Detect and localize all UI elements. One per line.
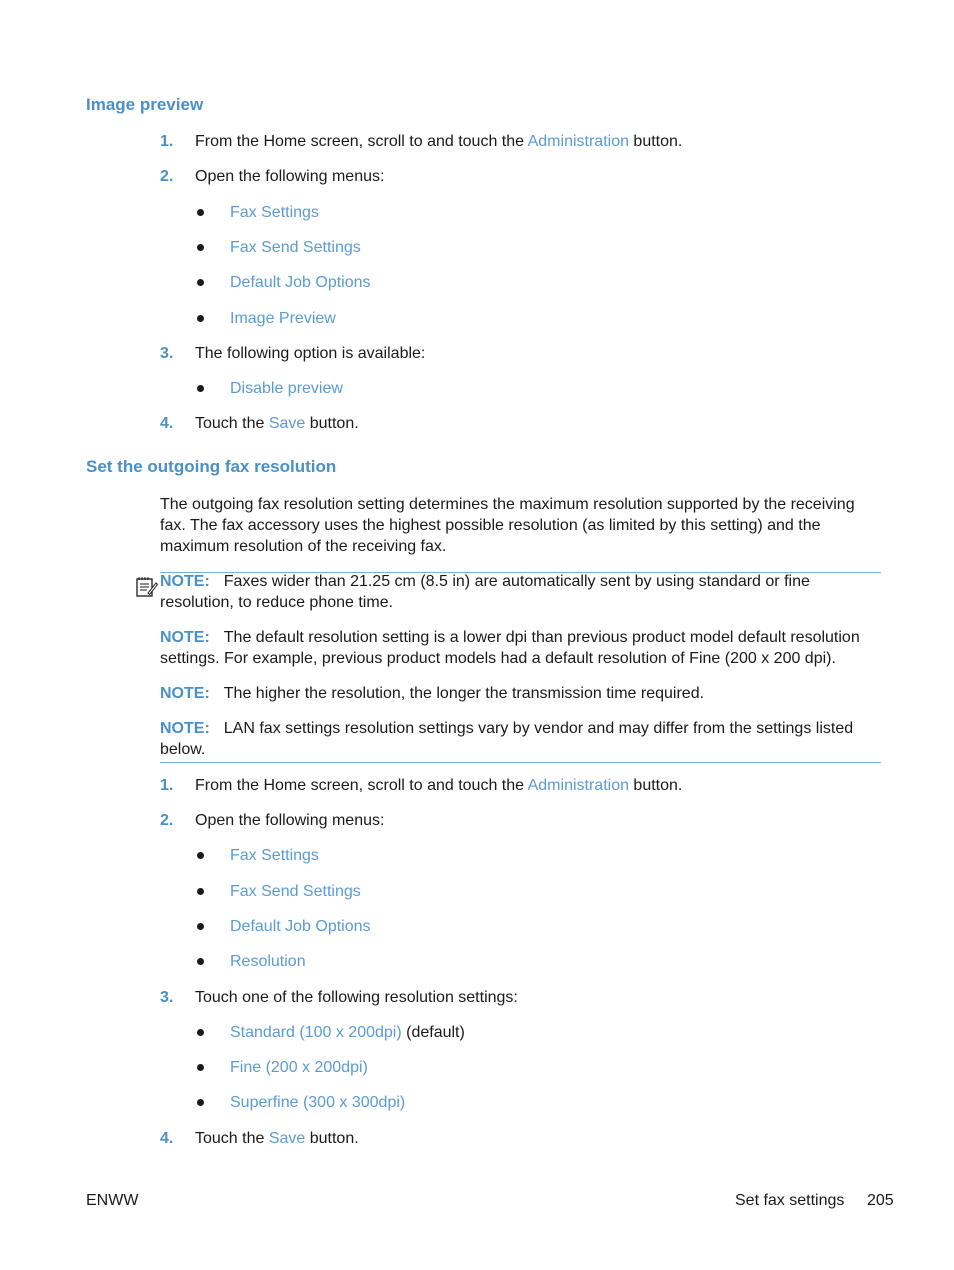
menu-link-default-job-options[interactable]: Default Job Options — [230, 274, 371, 291]
save-link[interactable]: Save — [268, 415, 306, 432]
note-text: LAN fax settings resolution settings vary by vendor and may differ from the settings listed below. — [160, 720, 854, 758]
menu-link-fax-settings[interactable]: Fax Settings — [230, 847, 319, 864]
step-text — [195, 413, 359, 434]
step-text-post: button. — [305, 415, 359, 432]
resolution-link-fine[interactable]: Fine (200 x 200dpi) — [230, 1059, 368, 1076]
step-text — [195, 775, 682, 796]
step-text-pre: Touch the — [195, 1130, 269, 1147]
note-label: NOTE: — [160, 629, 210, 646]
note-label: NOTE: — [160, 720, 210, 737]
page-number: 205 — [867, 1192, 894, 1209]
note-1 — [160, 571, 855, 613]
section-heading-outgoing-resolution: Set the outgoing fax resolution — [86, 457, 337, 476]
note-2 — [160, 627, 870, 669]
step-number: 3. — [160, 345, 174, 362]
resolution-link-standard[interactable]: Standard (100 x 200dpi) — [230, 1024, 402, 1041]
bullet-icon — [197, 385, 204, 392]
step-text-post: button. — [305, 1130, 359, 1147]
bullet-icon — [197, 209, 204, 216]
step-text-pre: From the Home screen, scroll to and touch the — [195, 133, 528, 150]
note-text: Faxes wider than 21.25 cm (8.5 in) are automatically sent by using standard or fine resolution, to reduce phone time. — [160, 573, 810, 611]
step-text-pre: Touch the — [195, 415, 269, 432]
step-text: The following option is available: — [195, 345, 426, 362]
step-number: 1. — [160, 777, 174, 794]
option-link-disable-preview[interactable]: Disable preview — [230, 380, 343, 397]
note-bottom-rule — [160, 762, 881, 763]
note-text: The higher the resolution, the longer the transmission time required. — [223, 685, 705, 702]
resolution-option — [230, 1022, 465, 1043]
menu-link-default-job-options[interactable]: Default Job Options — [230, 918, 371, 935]
step-number: 1. — [160, 133, 174, 150]
note-icon — [134, 574, 158, 598]
resolution-link-superfine[interactable]: Superfine (300 x 300dpi) — [230, 1094, 406, 1111]
administration-link[interactable]: Administration — [527, 133, 629, 150]
step-text: Open the following menus: — [195, 812, 385, 829]
step-text-post: button. — [628, 777, 683, 794]
step-number: 4. — [160, 1130, 174, 1147]
save-link[interactable]: Save — [268, 1130, 306, 1147]
bullet-icon — [197, 888, 204, 895]
note-4 — [160, 718, 860, 760]
step-text — [195, 131, 682, 152]
step-text: Open the following menus: — [195, 168, 385, 185]
intro-paragraph: The outgoing fax resolution setting determines the maximum resolution supported by the receiving fax. The fax accessory uses the highest possible resolution (as limited by this setting) and the maximum resolution of the receiving fax. — [160, 496, 855, 555]
step-text — [195, 1128, 359, 1149]
bullet-icon — [197, 923, 204, 930]
menu-link-fax-send-settings[interactable]: Fax Send Settings — [230, 883, 361, 900]
bullet-icon — [197, 1064, 204, 1071]
menu-link-image-preview[interactable]: Image Preview — [230, 310, 336, 327]
bullet-icon — [197, 1099, 204, 1106]
note-label: NOTE: — [160, 685, 210, 702]
footer-left: ENWW — [86, 1192, 139, 1209]
menu-link-resolution[interactable]: Resolution — [230, 953, 306, 970]
bullet-icon — [197, 1029, 204, 1036]
step-number: 2. — [160, 812, 174, 829]
footer-section: Set fax settings — [735, 1192, 845, 1209]
step-number: 3. — [160, 989, 174, 1006]
administration-link[interactable]: Administration — [527, 777, 629, 794]
note-label: NOTE: — [160, 573, 210, 590]
section-heading-image-preview: Image preview — [86, 95, 204, 114]
menu-link-fax-settings[interactable]: Fax Settings — [230, 204, 319, 221]
step-number: 2. — [160, 168, 174, 185]
default-suffix: (default) — [401, 1024, 465, 1041]
bullet-icon — [197, 958, 204, 965]
bullet-icon — [197, 279, 204, 286]
step-number: 4. — [160, 415, 174, 432]
note-3 — [160, 683, 870, 704]
bullet-icon — [197, 244, 204, 251]
bullet-icon — [197, 315, 204, 322]
step-text-pre: From the Home screen, scroll to and touch the — [195, 777, 528, 794]
menu-link-fax-send-settings[interactable]: Fax Send Settings — [230, 239, 361, 256]
note-text: The default resolution setting is a lower dpi than previous product model default resolution settings. For example, previous product models had a default resolution of Fine (200 x 200 dpi). — [160, 629, 860, 667]
step-text: Touch one of the following resolution settings: — [195, 989, 518, 1006]
bullet-icon — [197, 852, 204, 859]
step-text-post: button. — [628, 133, 683, 150]
